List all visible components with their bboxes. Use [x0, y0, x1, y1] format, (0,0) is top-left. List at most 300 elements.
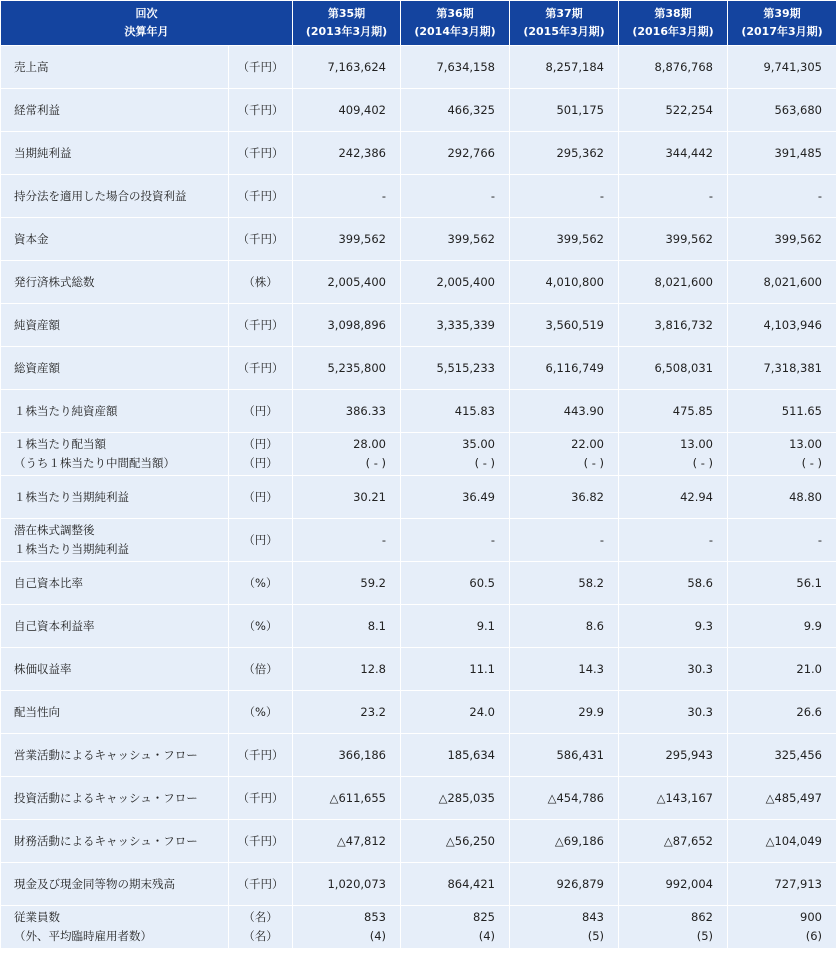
value-text: 992,004 [665, 876, 713, 891]
value-text: 5,235,800 [327, 360, 386, 375]
value-text: 42.94 [680, 489, 713, 504]
value-cell [510, 433, 619, 476]
value-cell [510, 390, 619, 433]
value-text: 501,175 [556, 102, 604, 117]
value-text: 900 [800, 910, 822, 924]
row-unit [229, 777, 293, 820]
row-label [1, 89, 229, 132]
table-row [1, 777, 836, 820]
table-row [1, 347, 836, 390]
value-cell [293, 777, 401, 820]
value-cell [510, 476, 619, 519]
value-text: 399,562 [338, 231, 386, 246]
table-row [1, 89, 836, 132]
value-cell [293, 648, 401, 691]
row-label-text: 持分法を適用した場合の投資利益 [14, 188, 187, 203]
value-text: 58.6 [687, 575, 713, 590]
value-text: 60.5 [469, 575, 495, 590]
value-text: 56.1 [796, 575, 822, 590]
header-label-cell [1, 1, 293, 46]
value-cell [619, 820, 728, 863]
value-text: △47,812 [336, 833, 386, 848]
value-cell [619, 46, 728, 89]
row-unit [229, 648, 293, 691]
value-cell [510, 218, 619, 261]
value-cell [510, 519, 619, 562]
period-name: 第38期 [654, 7, 692, 20]
value-cell [510, 175, 619, 218]
table-row [1, 906, 836, 949]
value-text: 35.00 [462, 437, 495, 451]
row-label [1, 820, 229, 863]
value-cell [401, 304, 510, 347]
value-cell [293, 863, 401, 906]
value-cell [401, 476, 510, 519]
value-text: 6,508,031 [654, 360, 713, 375]
value-cell [510, 304, 619, 347]
value-text: 7,163,624 [327, 59, 386, 74]
value-cell [728, 906, 836, 949]
value-cell [619, 605, 728, 648]
row-unit-text: （円） [243, 489, 278, 504]
row-label-text: 配当性向 [14, 704, 60, 719]
value-text: 386.33 [345, 403, 386, 418]
value-cell [293, 304, 401, 347]
value-cell [510, 89, 619, 132]
value-cell [293, 347, 401, 390]
value-text: - [708, 532, 713, 547]
row-label-text: 投資活動によるキャッシュ・フロー [14, 790, 198, 805]
value-text: 7,634,158 [436, 59, 495, 74]
value-text: 3,816,732 [654, 317, 713, 332]
value-text: 466,325 [447, 102, 495, 117]
value-text: 399,562 [556, 231, 604, 246]
row-label-text: 売上高 [14, 59, 49, 74]
value-text: - [490, 188, 495, 203]
value-text: 522,254 [665, 102, 713, 117]
period-header [728, 1, 836, 46]
value-cell [293, 89, 401, 132]
row-label-text: 営業活動によるキャッシュ・フロー [14, 747, 198, 762]
value-text: △56,250 [445, 833, 495, 848]
value-cell [401, 691, 510, 734]
value-text: - [490, 532, 495, 547]
period-date: (2014年3月期) [414, 25, 496, 38]
value-cell [401, 132, 510, 175]
value-cell [619, 777, 728, 820]
row-unit [229, 175, 293, 218]
value-text: 6,116,749 [545, 360, 604, 375]
value-text: 14.3 [578, 661, 604, 676]
table-row [1, 562, 836, 605]
row-label-text: １株当たり配当額 [14, 437, 106, 451]
row-label-text: 当期純利益 [14, 145, 72, 160]
value-cell [728, 562, 836, 605]
value-text: 4,010,800 [545, 274, 604, 289]
value-cell [728, 218, 836, 261]
value-cell [728, 390, 836, 433]
value-cell [510, 863, 619, 906]
period-date: (2015年3月期) [523, 25, 605, 38]
value-text: 853 [364, 910, 386, 924]
period-name: 第35期 [327, 7, 366, 20]
header-row [1, 1, 836, 46]
value-text: 185,634 [447, 747, 495, 762]
value-text: 4,103,946 [763, 317, 822, 332]
value-text: - [817, 188, 822, 203]
value-text: - [381, 532, 386, 547]
value-cell [401, 777, 510, 820]
value-text: 5,515,233 [436, 360, 495, 375]
value-cell [401, 218, 510, 261]
value-text: 8.6 [585, 618, 604, 633]
row-unit-text: （名） [243, 910, 278, 924]
value-cell [293, 476, 401, 519]
period-date: (2016年3月期) [632, 25, 714, 38]
table-row [1, 261, 836, 304]
header-label-line: 回次 [135, 7, 158, 20]
value-text: (4) [369, 929, 386, 943]
row-unit [229, 734, 293, 777]
value-text: 28.00 [353, 437, 386, 451]
row-label-text: 発行済株式総数 [14, 274, 95, 289]
value-cell [619, 132, 728, 175]
value-text: 24.0 [469, 704, 495, 719]
value-text: 9.1 [476, 618, 495, 633]
row-unit-text: （円） [243, 403, 278, 418]
row-unit-text: （倍） [243, 661, 278, 676]
value-text: 30.21 [353, 489, 386, 504]
row-unit [229, 820, 293, 863]
row-unit [229, 906, 293, 949]
value-text: 399,562 [774, 231, 822, 246]
value-cell [401, 562, 510, 605]
value-cell [619, 347, 728, 390]
value-text: 21.0 [796, 661, 822, 676]
value-text: 9,741,305 [763, 59, 822, 74]
row-unit-text: （千円） [237, 317, 284, 332]
row-unit-text: （円） [243, 437, 278, 451]
period-header [510, 1, 619, 46]
value-cell [401, 175, 510, 218]
period-date: (2013年3月期) [305, 25, 388, 38]
value-cell [401, 347, 510, 390]
value-text: 13.00 [680, 437, 713, 451]
value-cell [401, 863, 510, 906]
row-label-text: 純資産額 [14, 317, 60, 332]
table-row [1, 132, 836, 175]
value-cell [293, 734, 401, 777]
value-text: 292,766 [447, 145, 495, 160]
row-label [1, 347, 229, 390]
value-text: 563,680 [774, 102, 822, 117]
value-cell [293, 519, 401, 562]
value-cell [728, 433, 836, 476]
value-text: 8,257,184 [545, 59, 604, 74]
row-label-text: 株価収益率 [14, 661, 72, 676]
value-cell [728, 476, 836, 519]
value-text: 3,098,896 [327, 317, 386, 332]
value-cell [728, 519, 836, 562]
table-row [1, 390, 836, 433]
row-label-text: １株当たり純資産額 [14, 403, 118, 418]
row-label [1, 390, 229, 433]
row-unit [229, 433, 293, 476]
value-text: 8,021,600 [763, 274, 822, 289]
value-text: 1,020,073 [327, 876, 386, 891]
value-cell [401, 89, 510, 132]
row-unit [229, 863, 293, 906]
value-cell [293, 562, 401, 605]
row-unit-text: （名） [243, 929, 278, 943]
value-cell [401, 734, 510, 777]
row-label [1, 648, 229, 691]
value-cell [619, 433, 728, 476]
value-cell [401, 605, 510, 648]
table-row [1, 691, 836, 734]
table-row [1, 218, 836, 261]
value-text: 3,335,339 [436, 317, 495, 332]
value-cell [728, 691, 836, 734]
value-text: 475.85 [672, 403, 713, 418]
value-cell [619, 261, 728, 304]
value-text: 399,562 [665, 231, 713, 246]
row-unit [229, 605, 293, 648]
row-label-text: （うち１株当たり中間配当額） [14, 456, 175, 470]
value-cell [293, 390, 401, 433]
value-cell [293, 605, 401, 648]
row-label [1, 562, 229, 605]
value-cell [728, 132, 836, 175]
value-text: 511.65 [781, 403, 822, 418]
period-name: 第36期 [436, 7, 474, 20]
row-label [1, 46, 229, 89]
row-unit [229, 304, 293, 347]
value-text: △454,786 [547, 790, 604, 805]
row-label-text: 財務活動によるキャッシュ・フロー [14, 833, 198, 848]
table-row [1, 734, 836, 777]
row-unit-text: （千円） [237, 360, 284, 375]
value-cell [728, 734, 836, 777]
table-row [1, 304, 836, 347]
value-text: 9.3 [694, 618, 713, 633]
row-label [1, 261, 229, 304]
row-label [1, 734, 229, 777]
row-unit [229, 261, 293, 304]
value-text: 366,186 [338, 747, 386, 762]
value-text: 864,421 [447, 876, 495, 891]
value-text: - [708, 188, 713, 203]
row-unit [229, 218, 293, 261]
value-cell [619, 476, 728, 519]
row-unit-text: （円） [243, 532, 278, 547]
value-cell [510, 261, 619, 304]
table-body [1, 46, 836, 949]
value-cell [728, 261, 836, 304]
table-row [1, 46, 836, 89]
table-row [1, 863, 836, 906]
row-label-text: 資本金 [14, 231, 49, 246]
value-cell [401, 46, 510, 89]
row-label [1, 863, 229, 906]
row-label [1, 605, 229, 648]
value-text: 399,562 [447, 231, 495, 246]
value-text: 415.83 [454, 403, 495, 418]
value-cell [510, 906, 619, 949]
row-label [1, 691, 229, 734]
value-text: - [599, 532, 604, 547]
value-cell [293, 433, 401, 476]
value-text: 843 [582, 910, 604, 924]
value-cell [619, 691, 728, 734]
row-label-text: 現金及び現金同等物の期末残高 [14, 876, 175, 891]
value-text: 48.80 [789, 489, 822, 504]
value-cell [510, 347, 619, 390]
value-cell [401, 390, 510, 433]
value-text: 30.3 [687, 661, 713, 676]
row-unit [229, 562, 293, 605]
period-header [619, 1, 728, 46]
table-row [1, 519, 836, 562]
row-unit [229, 89, 293, 132]
table-row [1, 605, 836, 648]
row-unit-text: （千円） [237, 145, 284, 160]
value-cell [619, 648, 728, 691]
period-name: 第39期 [763, 7, 801, 20]
value-text: ( - ) [365, 456, 386, 470]
value-text: 29.9 [578, 704, 604, 719]
value-text: 8,876,768 [654, 59, 713, 74]
row-unit-text: （千円） [237, 102, 284, 117]
row-unit-text: （千円） [237, 59, 284, 74]
value-text: 862 [691, 910, 713, 924]
row-label [1, 906, 229, 949]
value-text: △485,497 [765, 790, 822, 805]
value-text: 2,005,400 [436, 274, 495, 289]
value-text: △87,652 [663, 833, 713, 848]
row-unit-text: （千円） [237, 188, 284, 203]
row-label-text: １株当たり当期純利益 [14, 542, 129, 556]
row-unit-text: （株） [243, 274, 278, 289]
value-text: 36.82 [571, 489, 604, 504]
value-cell [510, 820, 619, 863]
value-text: △611,655 [329, 790, 386, 805]
row-unit-text: （千円） [237, 876, 284, 891]
value-cell [728, 863, 836, 906]
value-text: 9.9 [803, 618, 822, 633]
row-label-text: 自己資本利益率 [14, 618, 95, 633]
value-text: ( - ) [583, 456, 604, 470]
value-cell [728, 347, 836, 390]
value-text: 30.3 [687, 704, 713, 719]
value-text: 295,362 [556, 145, 604, 160]
value-text: 2,005,400 [327, 274, 386, 289]
value-cell [293, 132, 401, 175]
value-text: (5) [696, 929, 713, 943]
value-cell [401, 906, 510, 949]
value-text: 11.1 [469, 661, 495, 676]
header-label-line: 決算年月 [124, 25, 169, 38]
value-text: 59.2 [360, 575, 386, 590]
value-cell [293, 218, 401, 261]
value-text: 409,402 [338, 102, 386, 117]
value-cell [728, 46, 836, 89]
value-cell [619, 906, 728, 949]
row-unit [229, 390, 293, 433]
row-label-text: （外、平均臨時雇用者数） [14, 929, 152, 943]
row-label-text: 総資産額 [14, 360, 60, 375]
row-label-text: 経常利益 [14, 102, 60, 117]
value-text: 825 [473, 910, 495, 924]
value-cell [728, 820, 836, 863]
value-text: 3,560,519 [545, 317, 604, 332]
value-cell [510, 691, 619, 734]
value-text: △285,035 [438, 790, 495, 805]
value-text: 36.49 [462, 489, 495, 504]
period-header [293, 1, 401, 46]
value-text: ( - ) [474, 456, 495, 470]
value-cell [510, 562, 619, 605]
value-cell [293, 261, 401, 304]
value-cell [510, 605, 619, 648]
value-text: (4) [478, 929, 495, 943]
value-cell [401, 648, 510, 691]
value-text: 8.1 [367, 618, 386, 633]
value-cell [619, 304, 728, 347]
period-header [401, 1, 510, 46]
value-cell [728, 648, 836, 691]
period-date: (2017年3月期) [741, 25, 823, 38]
value-cell [293, 906, 401, 949]
value-text: - [381, 188, 386, 203]
value-cell [510, 734, 619, 777]
row-unit [229, 519, 293, 562]
value-cell [728, 89, 836, 132]
value-text: 727,913 [774, 876, 822, 891]
value-text: 391,485 [774, 145, 822, 160]
value-text: (6) [805, 929, 822, 943]
row-label [1, 175, 229, 218]
value-cell [619, 863, 728, 906]
row-label-text: 従業員数 [14, 910, 60, 924]
table-row [1, 820, 836, 863]
row-label [1, 519, 229, 562]
value-cell [293, 820, 401, 863]
row-unit [229, 132, 293, 175]
row-unit-text: （%） [243, 575, 278, 590]
row-unit [229, 347, 293, 390]
value-cell [728, 304, 836, 347]
row-label-text: 潜在株式調整後 [14, 523, 95, 537]
table-row [1, 476, 836, 519]
value-text: 443.90 [563, 403, 604, 418]
row-unit-text: （%） [243, 618, 278, 633]
value-text: 23.2 [360, 704, 386, 719]
value-cell [619, 218, 728, 261]
row-label [1, 304, 229, 347]
value-text: △69,186 [554, 833, 604, 848]
row-unit-text: （千円） [237, 833, 284, 848]
value-text: - [599, 188, 604, 203]
row-unit-text: （%） [243, 704, 278, 719]
row-unit [229, 691, 293, 734]
value-text: 58.2 [578, 575, 604, 590]
value-text: (5) [587, 929, 604, 943]
value-text: 926,879 [556, 876, 604, 891]
value-cell [619, 89, 728, 132]
value-text: 8,021,600 [654, 274, 713, 289]
value-cell [510, 132, 619, 175]
